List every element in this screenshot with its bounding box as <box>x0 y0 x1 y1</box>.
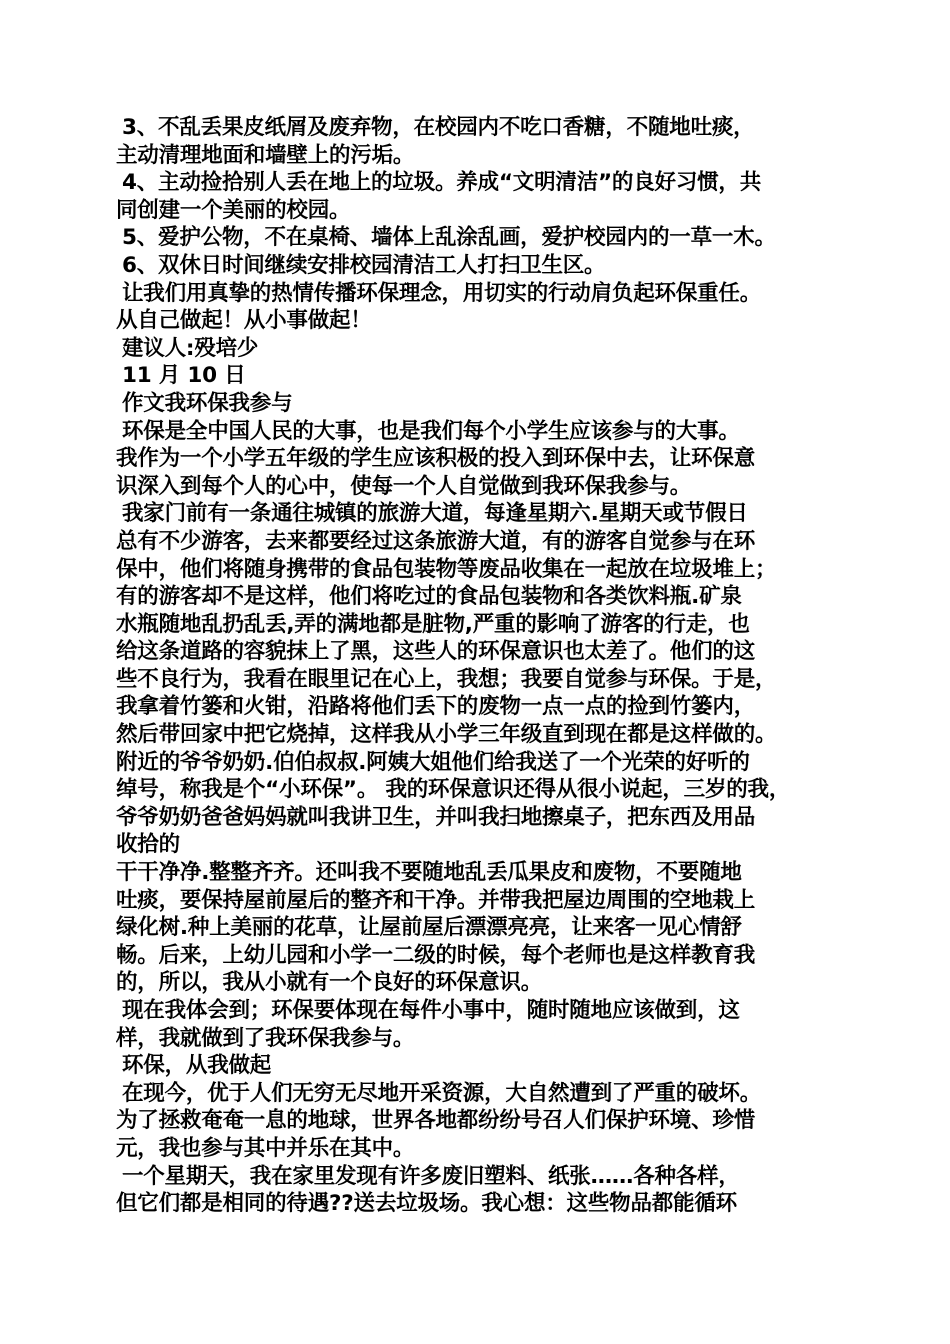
text-line: 然后带回家中把它烧掉，这样我从小学三年级直到现在都是这样做的。 <box>116 722 777 748</box>
text-line: 作文我环保我参与 <box>122 390 293 416</box>
text-line: 4、主动捡拾别人丢在地上的垃圾。养成“文明清洁”的良好习惯，共 <box>122 170 762 196</box>
text-line: 3、不乱丢果皮纸屑及废弃物，在校园内不吃口香糖，不随地吐痰， <box>122 115 755 140</box>
text-line: 总有不少游客，去来都要经过这条旅游大道，有的游客自觉参与在环 <box>116 528 756 554</box>
text-line: 6、双休日时间继续安排校园清洁工人打扫卫生区。 <box>122 252 606 278</box>
text-line: 的，所以，我从小就有一个良好的环保意识。 <box>116 970 543 996</box>
text-line: 我家门前有一条通往城镇的旅游大道，每逢星期六.星期天或节假日 <box>122 501 748 527</box>
text-line: 给这条道路的容貌抹上了黑，这些人的环保意识也太差了。他们的这 <box>116 639 756 665</box>
text-line: 吐痰，要保持屋前屋后的整齐和干净。并带我把屋边周围的空地栽上 <box>116 887 756 913</box>
text-line: 11 月 10 日 <box>122 363 246 389</box>
text-line: 畅。后来，上幼儿园和小学一二级的时候，每个老师也是这样教育我 <box>116 942 756 968</box>
text-line: 绿化树.种上美丽的花草，让屋前屋后漂漂亮亮，让来客一见心情舒 <box>116 915 742 941</box>
text-line: 些不良行为，我看在眼里记在心上，我想；我要自觉参与环保。于是， <box>116 666 777 692</box>
document-body <box>116 114 846 1218</box>
text-line: 保中，他们将随身携带的食品包装物等废品收集在一起放在垃圾堆上； <box>116 556 777 582</box>
text-line: 有的游客却不是这样，他们将吃过的食品包装物和各类饮料瓶.矿泉 <box>116 584 742 610</box>
text-line: 建议人:殁培少 <box>122 335 259 361</box>
text-line: 样，我就做到了我环保我参与。 <box>116 1025 415 1051</box>
text-line: 环保是全中国人民的大事，也是我们每个小学生应该参与的大事。 <box>122 418 740 444</box>
text-line: 从自己做起！从小事做起！ <box>116 308 372 334</box>
text-line: 一个星期天，我在家里发现有许多废旧塑料、纸张……各种各样， <box>122 1163 740 1189</box>
text-line: 水瓶随地乱扔乱丢,弄的满地都是脏物,严重的影响了游客的行走，也 <box>116 611 750 637</box>
text-line: 主动清理地面和墙壁上的污垢。 <box>116 142 415 168</box>
text-line: 但它们都是相同的待遇??送去垃圾场。我心想：这些物品都能循环 <box>116 1191 737 1217</box>
text-line: 我拿着竹篓和火钳，沿路将他们丢下的废物一点一点的捡到竹篓内， <box>116 694 756 720</box>
text-line: 5、爱护公物，不在桌椅、墙体上乱涂乱画，爱护校园内的一草一木。 <box>122 225 776 251</box>
text-line: 识深入到每个人的心中，使每一个人自觉做到我环保我参与。 <box>116 473 692 499</box>
text-line: 在现今，优于人们无穷无尽地开采资源，大自然遭到了严重的破坏。 <box>122 1080 762 1106</box>
text-line: 同创建一个美丽的校园。 <box>116 197 351 223</box>
text-line: 收拾的 <box>116 832 180 858</box>
text-line: 元，我也参与其中并乐在其中。 <box>116 1135 415 1161</box>
text-line: 我作为一个小学五年级的学生应该积极的投入到环保中去，让环保意 <box>116 446 756 472</box>
text-line: 为了拯救奄奄一息的地球，世界各地都纷纷号召人们保护环境、珍惜 <box>116 1108 756 1134</box>
text-line: 环保，从我做起 <box>122 1053 272 1079</box>
text-line: 附近的爷爷奶奶.伯伯叔叔.阿姨大姐他们给我送了一个光荣的好听的 <box>116 749 750 775</box>
text-line: 现在我体会到；环保要体现在每件小事中，随时随地应该做到，这 <box>122 998 740 1023</box>
text-line: 干干净净.整整齐齐。还叫我不要随地乱丢瓜果皮和废物，不要随地 <box>116 860 742 886</box>
text-line: 让我们用真挚的热情传播环保理念，用切实的行动肩负起环保重任。 <box>122 280 762 306</box>
text-line: 绰号，称我是个“小环保”。 我的环保意识还得从很小说起，三岁的我， <box>116 777 791 803</box>
text-line: 爷爷奶奶爸爸妈妈就叫我讲卫生，并叫我扫地擦桌子，把东西及用品 <box>116 804 756 830</box>
